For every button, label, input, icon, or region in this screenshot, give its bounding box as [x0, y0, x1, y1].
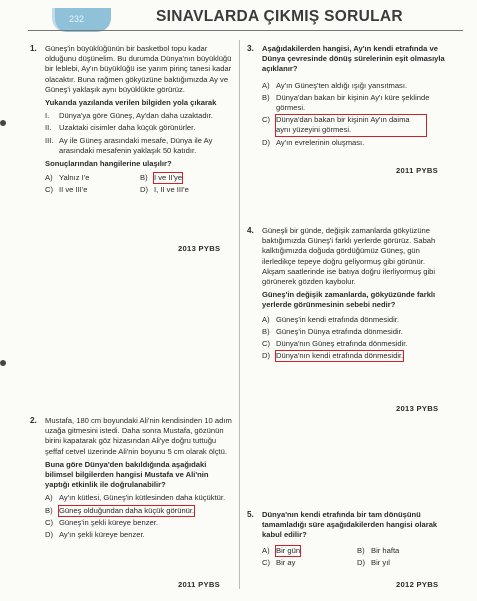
- marked-answer: Dünya'nın kendi etrafında dönmesidir.: [276, 351, 404, 361]
- statement-text: Ay ile Güneş arasındaki mesafe, Dünya ile Ay arasındaki mesafenin yaklaşık 50 katıdır.: [59, 135, 213, 155]
- statement-numeral: I.: [45, 111, 50, 121]
- statement: [45, 123, 232, 133]
- question-number: 2.: [30, 416, 37, 425]
- option-c[interactable]: C) Dünya'dan bakan bir kişinin Ay'ın daima aynı yüzeyini görmesi.: [262, 115, 447, 135]
- question-stem: Sonuçlarından hangilerine ulaşılır?: [45, 159, 172, 169]
- option-b[interactable]: B) Güneş olduğundan daha küçük görünür.: [45, 505, 195, 515]
- question-intro: Mustafa, 180 cm boyundaki Ali'nin kendisinden 10 adım uzağa gitmesini istedi. Daha sonra Mustafa, gözünün birini kapatarak göz hizasından Ali'ye doğru tuttuğu şeffaf cetvel üzerinde Ali'nin boyunu 5 cm olarak ölçtü.: [45, 416, 232, 456]
- question-number: 4.: [247, 226, 254, 235]
- statement-list: [45, 111, 232, 156]
- option-b[interactable]: B) Dünya'dan bakan bir kişinin Ay'ı küre şeklinde görmesi.: [262, 92, 430, 113]
- option-c[interactable]: C) II ve III'e: [45, 185, 88, 195]
- option-d[interactable]: D) I, II ve III'e: [140, 185, 189, 195]
- question-2: [30, 416, 232, 540]
- option-b[interactable]: B) Bir hafta: [357, 545, 400, 555]
- question-intro: Güneşli bir günde, değişik zamanlarda gökyüzüne baktığımızda Güneş'i farklı yerlerde görürüz. Sabah kalktığımızda doğuda gördüğümüz Güneş, gün ilerledikçe tepeye doğru geliyormuş gibi görünür. Akşam saatlerinde ise batıya doğru ilerliyormuş gibi görünerek gözden kaybolur.: [262, 226, 436, 287]
- answer-options: [262, 315, 447, 362]
- page-number-tab: [52, 8, 111, 32]
- option-b[interactable]: B) Güneş'in Dünya etrafında dönmesidir.: [262, 326, 403, 336]
- question-number: 3.: [247, 44, 254, 53]
- question-prompt: Yukarıda yazılanda verilen bilgiden yola çıkarak: [45, 98, 217, 108]
- statement-text: Dünya'ya göre Güneş, Ay'dan daha uzaktadır.: [59, 111, 213, 121]
- option-b[interactable]: B) I ve II'ye: [140, 173, 183, 183]
- question-4: [247, 226, 447, 361]
- statement-numeral: III.: [45, 135, 54, 145]
- source-label: 2013 PYBS: [396, 404, 439, 413]
- margin-dot: [0, 120, 6, 126]
- option-d[interactable]: D) Ay'ın evrelerinin oluşması.: [262, 137, 365, 147]
- statement: [45, 136, 232, 156]
- header-divider: [28, 30, 463, 31]
- answer-options: [262, 546, 447, 568]
- source-label: 2011 PYBS: [178, 580, 220, 589]
- page-number: 232: [69, 14, 85, 24]
- question-3: [247, 44, 447, 148]
- marked-answer: Dünya'dan bakan bir kişinin Ay'ın daima aynı yüzeyini görmesi.: [276, 115, 426, 135]
- answer-options: [262, 81, 447, 148]
- question-1: [30, 44, 232, 196]
- answer-options: [45, 493, 232, 540]
- option-d[interactable]: D) Dünya'nın kendi etrafında dönmesidir.: [262, 351, 404, 361]
- option-a[interactable]: A) Yalnız I'e: [45, 173, 90, 183]
- page-title: SINAVLARDA ÇIKMIŞ SORULAR: [156, 8, 403, 25]
- column-divider: [239, 40, 240, 589]
- question-number: 5.: [247, 510, 254, 519]
- marked-answer: Güneş olduğundan daha küçük görünür.: [59, 505, 195, 515]
- option-a[interactable]: A) Güneş'in kendi etrafında dönmesidir.: [262, 314, 400, 324]
- statement-numeral: II.: [45, 123, 52, 133]
- marked-answer: Bir gün: [276, 545, 301, 555]
- option-d[interactable]: D) Bir yıl: [357, 557, 390, 567]
- option-c[interactable]: C) Bir ay: [262, 557, 296, 567]
- source-label: 2011 PYBS: [396, 166, 438, 175]
- answer-options: [45, 173, 232, 195]
- question-intro: Güneş'in büyüklüğünün bir basketbol topu kadar olduğunu düşünelim. Bu durumda Dünya'nın büyüklüğü bir leblebi, Ay'ın büyüklüğü ise yarım pirinç tanesi kadar olacaktır. Buna rağmen gökyüzüne baktığımızda Ay ve Güneş'i yaklaşık aynı büyüklükte görürüz.: [45, 44, 232, 94]
- option-d[interactable]: D) Ay'ın şekli küreye benzer.: [45, 530, 145, 540]
- option-c[interactable]: C) Güneş'in şekli küreye benzer.: [45, 517, 158, 527]
- statement: [45, 111, 232, 121]
- option-a[interactable]: A) Ay'ın Güneş'ten aldığı ışığı yansıtması.: [262, 80, 408, 90]
- question-stem: Güneş'in değişik zamanlarda, gökyüzünde farklı yerlerde görünmesinin sebebi nedir?: [262, 290, 436, 310]
- statement-text: Uzaktaki cisimler daha küçük görünürler.: [59, 123, 196, 133]
- source-label: 2012 PYBS: [396, 580, 439, 589]
- question-5: [247, 510, 447, 568]
- option-c[interactable]: C) Dünya'nın Güneş etrafında dönmesidir.: [262, 339, 408, 349]
- question-stem: Aşağıdakilerden hangisi, Ay'ın kendi etrafında ve Dünya çevresinde dönüş sürelerinin eşit olmasıyla açıklanır?: [262, 44, 445, 74]
- option-a[interactable]: A) Bir gün: [262, 545, 301, 555]
- question-stem: Dünya'nın kendi etrafında bir tam dönüşünü tamamladığı süre aşağıdakilerden hangisi olarak kabul edilir?: [262, 510, 438, 540]
- source-label: 2013 PYBS: [178, 244, 221, 253]
- marked-answer: I ve II'ye: [154, 173, 183, 183]
- margin-dot: [0, 360, 6, 366]
- question-number: 1.: [30, 44, 37, 53]
- question-stem: Buna göre Dünya'den bakıldığında aşağıdaki bilimsel bilgilerden hangisi Mustafa ve Ali'nin yaptığı etkinlik ile doğrulanabilir?: [45, 459, 209, 490]
- option-a[interactable]: A) Ay'ın kütlesi, Güneş'in kütlesinden daha küçüktür.: [45, 493, 226, 503]
